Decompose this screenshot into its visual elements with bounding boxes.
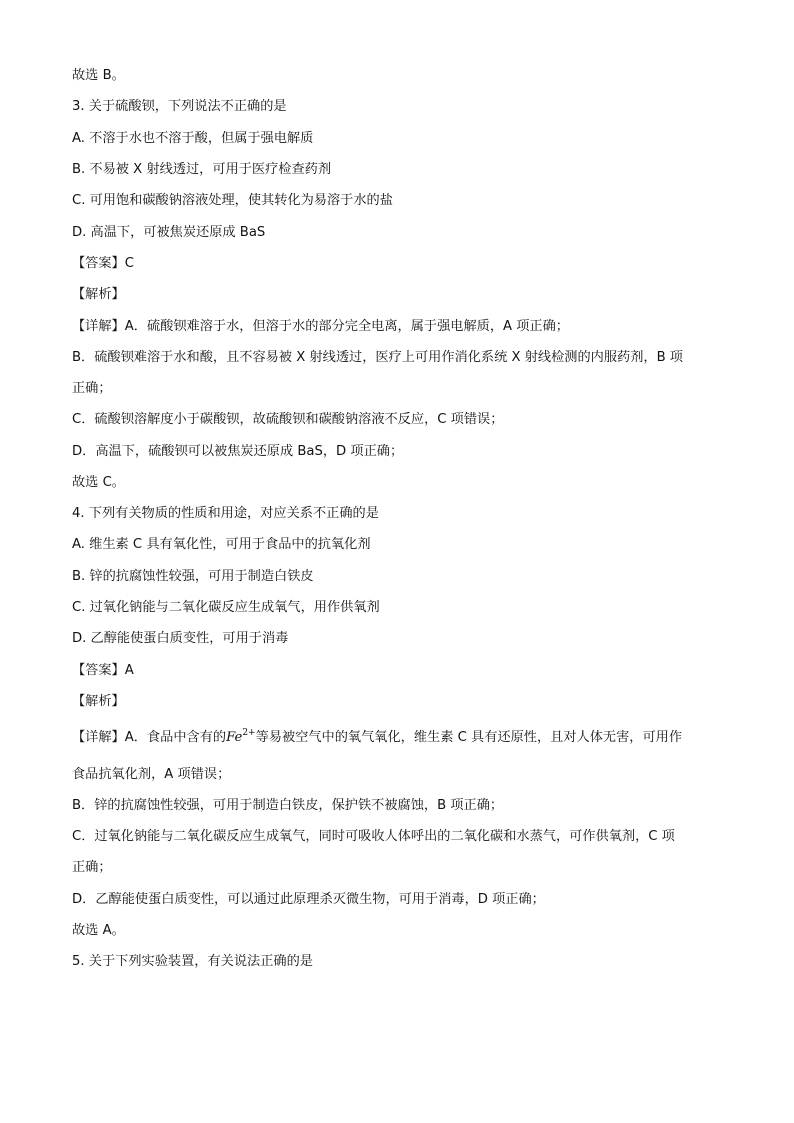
analysis-label: 【解析】 bbox=[72, 287, 125, 302]
detail-line: 【详解】A．硫酸钡难溶于水，但溶于水的部分完全电离，属于强电解质，A 项正确； bbox=[72, 319, 569, 334]
detail-line: D．高温下，硫酸钡可以被焦炭还原成 BaS，D 项正确； bbox=[72, 444, 404, 459]
detail-line-with-formula bbox=[72, 729, 722, 747]
option-d: D. 高温下，可被焦炭还原成 BaS bbox=[72, 225, 266, 240]
detail-line: 食品抗氧化剂，A 项错误； bbox=[72, 767, 231, 782]
detail-line: C．过氧化钠能与二氧化碳反应生成氧气，同时可吸收人体呼出的二氧化碳和水蒸气，可作供氧剂，C 项 bbox=[72, 829, 675, 844]
text-line: 故选 C。 bbox=[72, 475, 125, 490]
detail-line: B．锌的抗腐蚀性较强，可用于制造白铁皮，保护铁不被腐蚀，B 项正确； bbox=[72, 798, 504, 813]
option-b: B. 锌的抗腐蚀性较强，可用于制造白铁皮 bbox=[72, 569, 314, 584]
detail-suffix: 等易被空气中的氧气氧化，维生素 C 具有还原性，且对人体无害，可用作 bbox=[255, 730, 683, 745]
detail-line: 正确； bbox=[72, 381, 112, 396]
formula-base: Fe bbox=[226, 730, 243, 745]
question-5-stem: 5. 关于下列实验装置，有关说法正确的是 bbox=[72, 954, 313, 969]
fe-ion-formula bbox=[226, 730, 256, 745]
detail-line: B．硫酸钡难溶于水和酸，且不容易被 X 射线透过，医疗上可用作消化系统 X 射线检测的内服药剂，B 项 bbox=[72, 350, 683, 365]
answer-label: 【答案】C bbox=[72, 256, 134, 271]
detail-prefix: 【详解】A．食品中含有的 bbox=[72, 730, 227, 745]
detail-line: 正确； bbox=[72, 860, 112, 875]
detail-line: C．硫酸钡溶解度小于碳酸钡，故硫酸钡和碳酸钠溶液不反应，C 项错误； bbox=[72, 412, 504, 427]
option-c: C. 可用饱和碳酸钠溶液处理，使其转化为易溶于水的盐 bbox=[72, 193, 393, 208]
analysis-label: 【解析】 bbox=[72, 694, 125, 709]
text-line: 故选 B。 bbox=[72, 68, 125, 83]
question-3-stem: 3. 关于硫酸钡，下列说法不正确的是 bbox=[72, 99, 287, 114]
option-a: A. 维生素 C 具有氧化性，可用于食品中的抗氧化剂 bbox=[72, 537, 371, 552]
option-a: A. 不溶于水也不溶于酸，但属于强电解质 bbox=[72, 131, 314, 146]
option-b: B. 不易被 X 射线透过，可用于医疗检查药剂 bbox=[72, 162, 332, 177]
text-line: 故选 A。 bbox=[72, 923, 125, 938]
answer-label: 【答案】A bbox=[72, 663, 134, 678]
option-d: D. 乙醇能使蛋白质变性，可用于消毒 bbox=[72, 631, 289, 646]
question-4-stem: 4. 下列有关物质的性质和用途，对应关系不正确的是 bbox=[72, 506, 379, 521]
detail-line: D．乙醇能使蛋白质变性，可以通过此原理杀灭微生物，可用于消毒，D 项正确； bbox=[72, 892, 545, 907]
option-c: C. 过氧化钠能与二氧化碳反应生成氧气，用作供氧剂 bbox=[72, 600, 380, 615]
formula-charge: 2+ bbox=[242, 728, 256, 738]
